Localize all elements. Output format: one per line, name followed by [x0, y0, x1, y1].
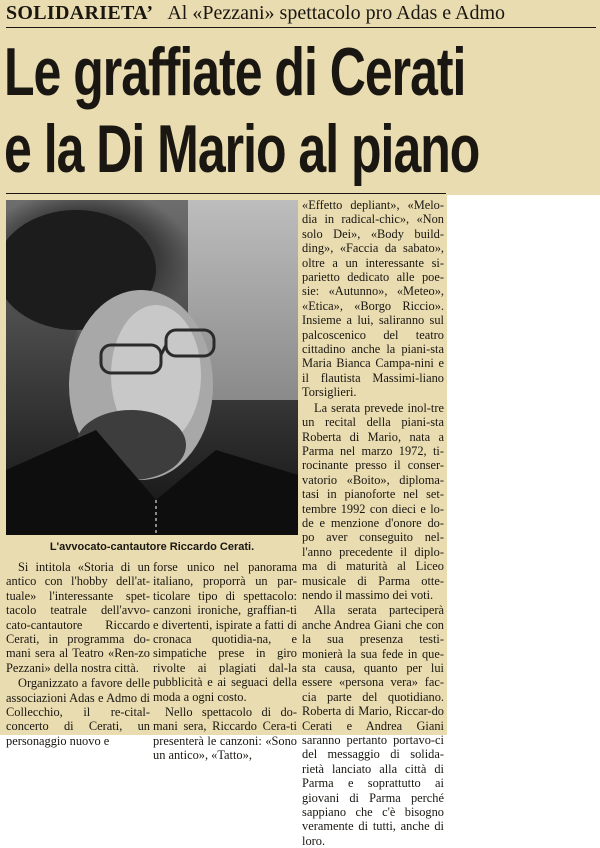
article-column-3	[302, 198, 444, 848]
kicker-line	[6, 1, 596, 25]
article-column-1	[6, 560, 150, 748]
photo-caption: L'avvocato-cantautore Riccardo Cerati.	[49, 541, 255, 553]
portrait-drawing	[6, 200, 298, 535]
portrait-photo	[6, 200, 298, 535]
article-column-2	[153, 560, 297, 763]
blank-margin	[447, 195, 600, 735]
paragraph: Nello spettacolo di do-mani sera, Riccardo Cera-ti presenterà le canzoni: «Sono un antico», «Tatto»,	[153, 705, 297, 763]
headline-line-2: e la Di Mario al piano	[4, 111, 480, 187]
paragraph: «Effetto depliant», «Melo-dia in radical-chic», «Non solo Dei», «Body build-ding», «Faccia da sabato», oltre a un interessante si-parietto dedicato alle poe-sie: «Autunno», «Meteo», «Etica», «Borgo Riccio». Insieme a lui, saliranno sul palcoscenico del teatro cittadino anche la piani-sta Maria Bianca Campa-nini e il flautista Massimi-liano Torsiglieri.	[302, 198, 444, 400]
paragraph: Si intitola «Storia di un antico con l'hobby dell'at-tuale» l'interessante spet-tacolo teatrale dell'avvo-cato-cantautore Riccardo Cerati, in programma do-mani sera al Teatro «Ren-zo Pezzani» della nostra città.	[6, 560, 150, 675]
headline-line-1: Le graffiate di Cerati	[4, 34, 466, 110]
divider	[6, 193, 446, 194]
paragraph: La serata prevede inol-tre un recital della piani-sta Roberta di Mario, nata a Parma nel marzo 1972, ti-rocinante presso il conser-vatorio «Boito», diploma-tasi in pianoforte nel set-tembre 1992 con dieci e lo-de e menzione d'onore do-po aver conseguito nel-l'anno precedente il diplo-ma di maturità al Liceo musicale di Parma otte-nendo il massimo dei voti.	[302, 400, 444, 602]
divider	[6, 27, 596, 28]
kicker-text: Al «Pezzani» spettacolo pro Adas e Admo	[167, 2, 506, 24]
paragraph: forse unico nel panorama italiano, proporrà un par-ticolare tipo di spettacolo: canzoni ironiche, graffian-ti e divertenti, ispirate a fatti di cronaca quotidia-na, e simpatiche prese in giro rivolte ai plagiati dal-la pubblicità e ai seguaci della moda a ogni costo.	[153, 560, 297, 704]
paragraph: Organizzato a favore delle associazioni Adas e Admo di Collecchio, il re-cital-concerto di Cerati, un personaggio nuovo e	[6, 676, 150, 748]
paragraph: Alla serata parteciperà anche Andrea Giani che con la sua presenza testi-monierà la sua fede in que-sta causa, quanto per lui essere «persona vera» fac-cia parte del quotidiano. Roberta di Mario, Riccar-do Cerati e Andrea Giani saranno pertanto portavo-ci del messaggio di solida-rietà lanciato alla città di Parma e soprattutto ai giovani di Parma perché sappiano che c'è bisogno veramente di tutti, anche di loro.	[302, 603, 444, 848]
section-tag: SOLIDARIETA’	[6, 2, 154, 24]
